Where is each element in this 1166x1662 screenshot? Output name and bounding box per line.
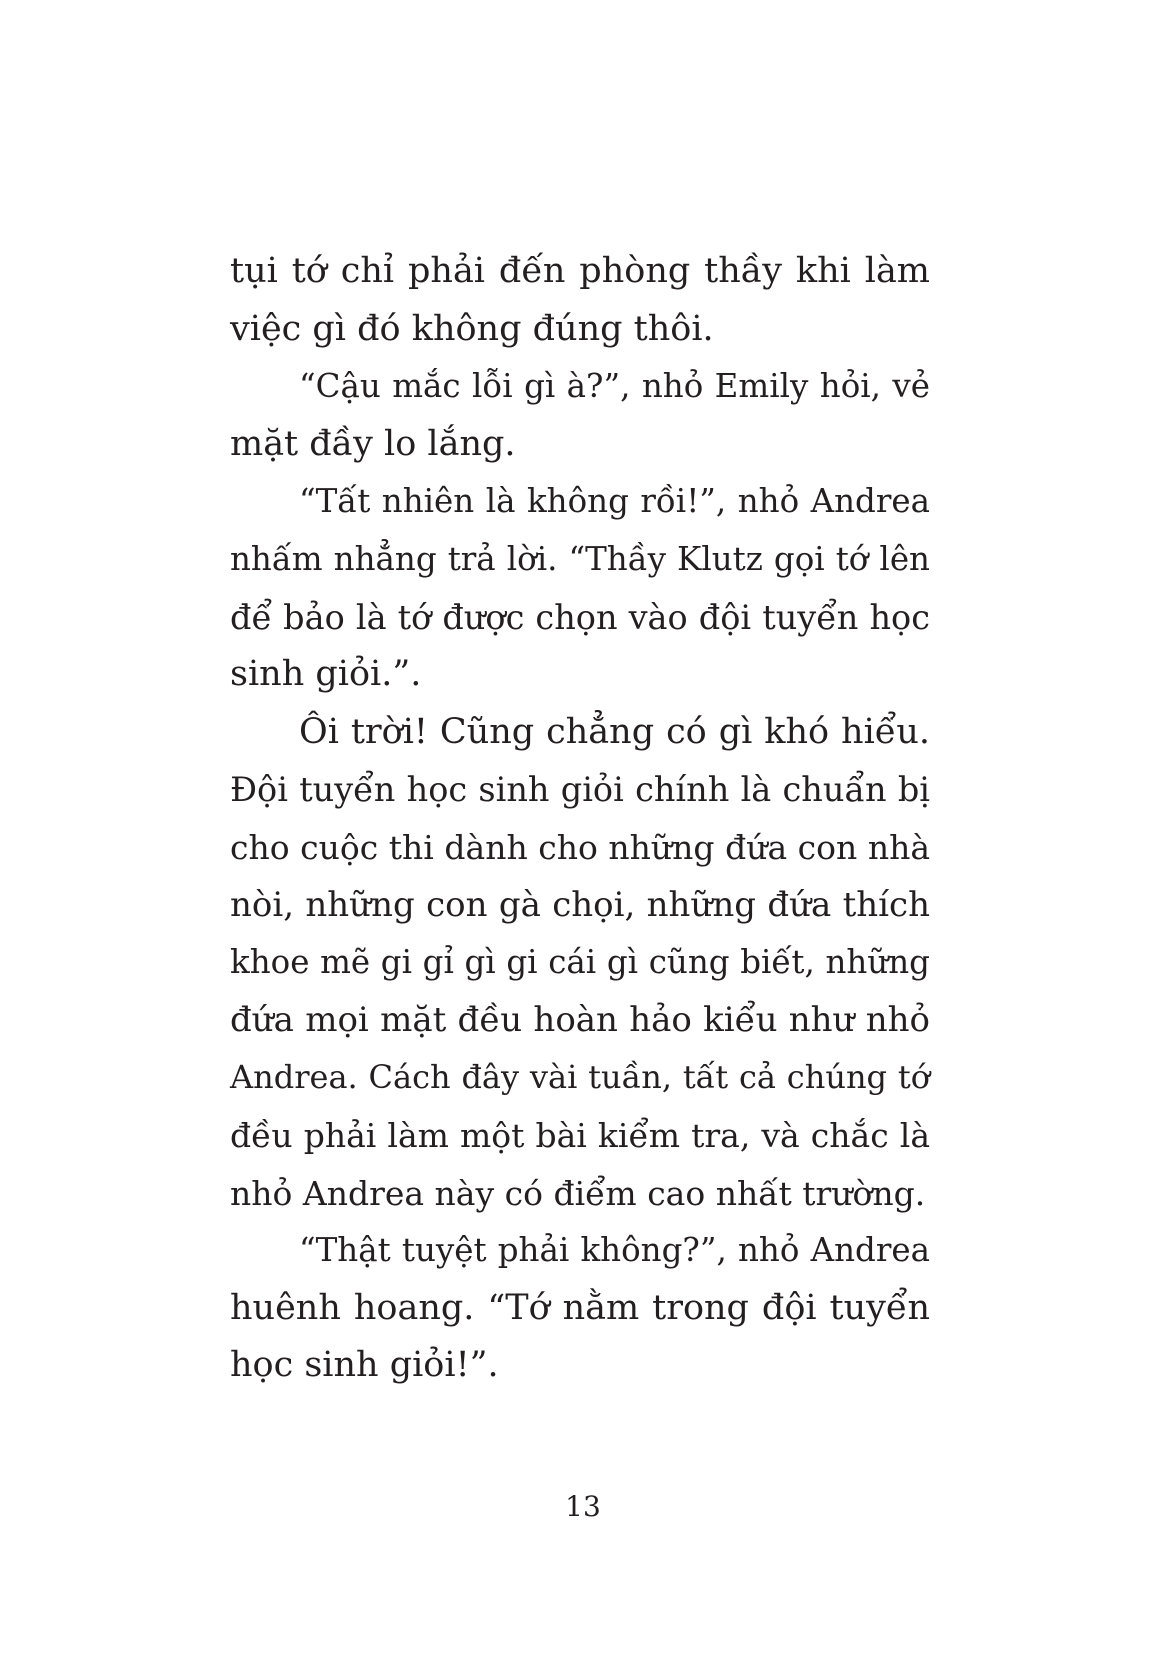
page-number: 13 <box>565 1490 601 1523</box>
text-line: mặt đầy lo lắng. <box>230 423 516 464</box>
text-line: nhỏ Andrea này có điểm cao nhất trường. <box>230 1173 926 1213</box>
text-line: tụi tớ chỉ phải đến phòng thầy khi làm <box>230 251 930 291</box>
text-line: Ôi trời! Cũng chẳng có gì khó hiểu. <box>299 711 930 752</box>
text-line: sinh giỏi.”. <box>230 654 422 695</box>
text-line: cho cuộc thi dành cho những đứa con nhà <box>230 827 930 867</box>
text-line: huênh hoang. “Tớ nằm trong đội tuyển <box>230 1287 930 1328</box>
text-line: đứa mọi mặt đều hoàn hảo kiểu như nhỏ <box>230 999 930 1040</box>
text-line: “Tất nhiên là không rồi!”, nhỏ Andrea <box>299 482 930 521</box>
text-line: Đội tuyển học sinh giỏi chính là chuẩn bị <box>230 770 930 810</box>
text-line: học sinh giỏi!”. <box>230 1345 499 1386</box>
text-line: “Cậu mắc lỗi gì à?”, nhỏ Emily hỏi, vẻ <box>299 367 930 406</box>
text-line: để bảo là tớ được chọn vào đội tuyển học <box>230 597 930 637</box>
text-line: “Thật tuyệt phải không?”, nhỏ Andrea <box>299 1231 930 1270</box>
text-line: Andrea. Cách đây vài tuần, tất cả chúng tớ <box>230 1058 930 1097</box>
text-line: việc gì đó không đúng thôi. <box>230 308 714 349</box>
body-text <box>230 243 930 1395</box>
text-line: đều phải làm một bài kiểm tra, và chắc là <box>230 1115 930 1155</box>
text-line: khoe mẽ gi gỉ gì gi cái gì cũng biết, những <box>230 943 930 982</box>
text-line: nhấm nhẳng trả lời. “Thầy Klutz gọi tớ lên <box>230 539 930 578</box>
text-line: nòi, những con gà chọi, những đứa thích <box>230 884 930 925</box>
